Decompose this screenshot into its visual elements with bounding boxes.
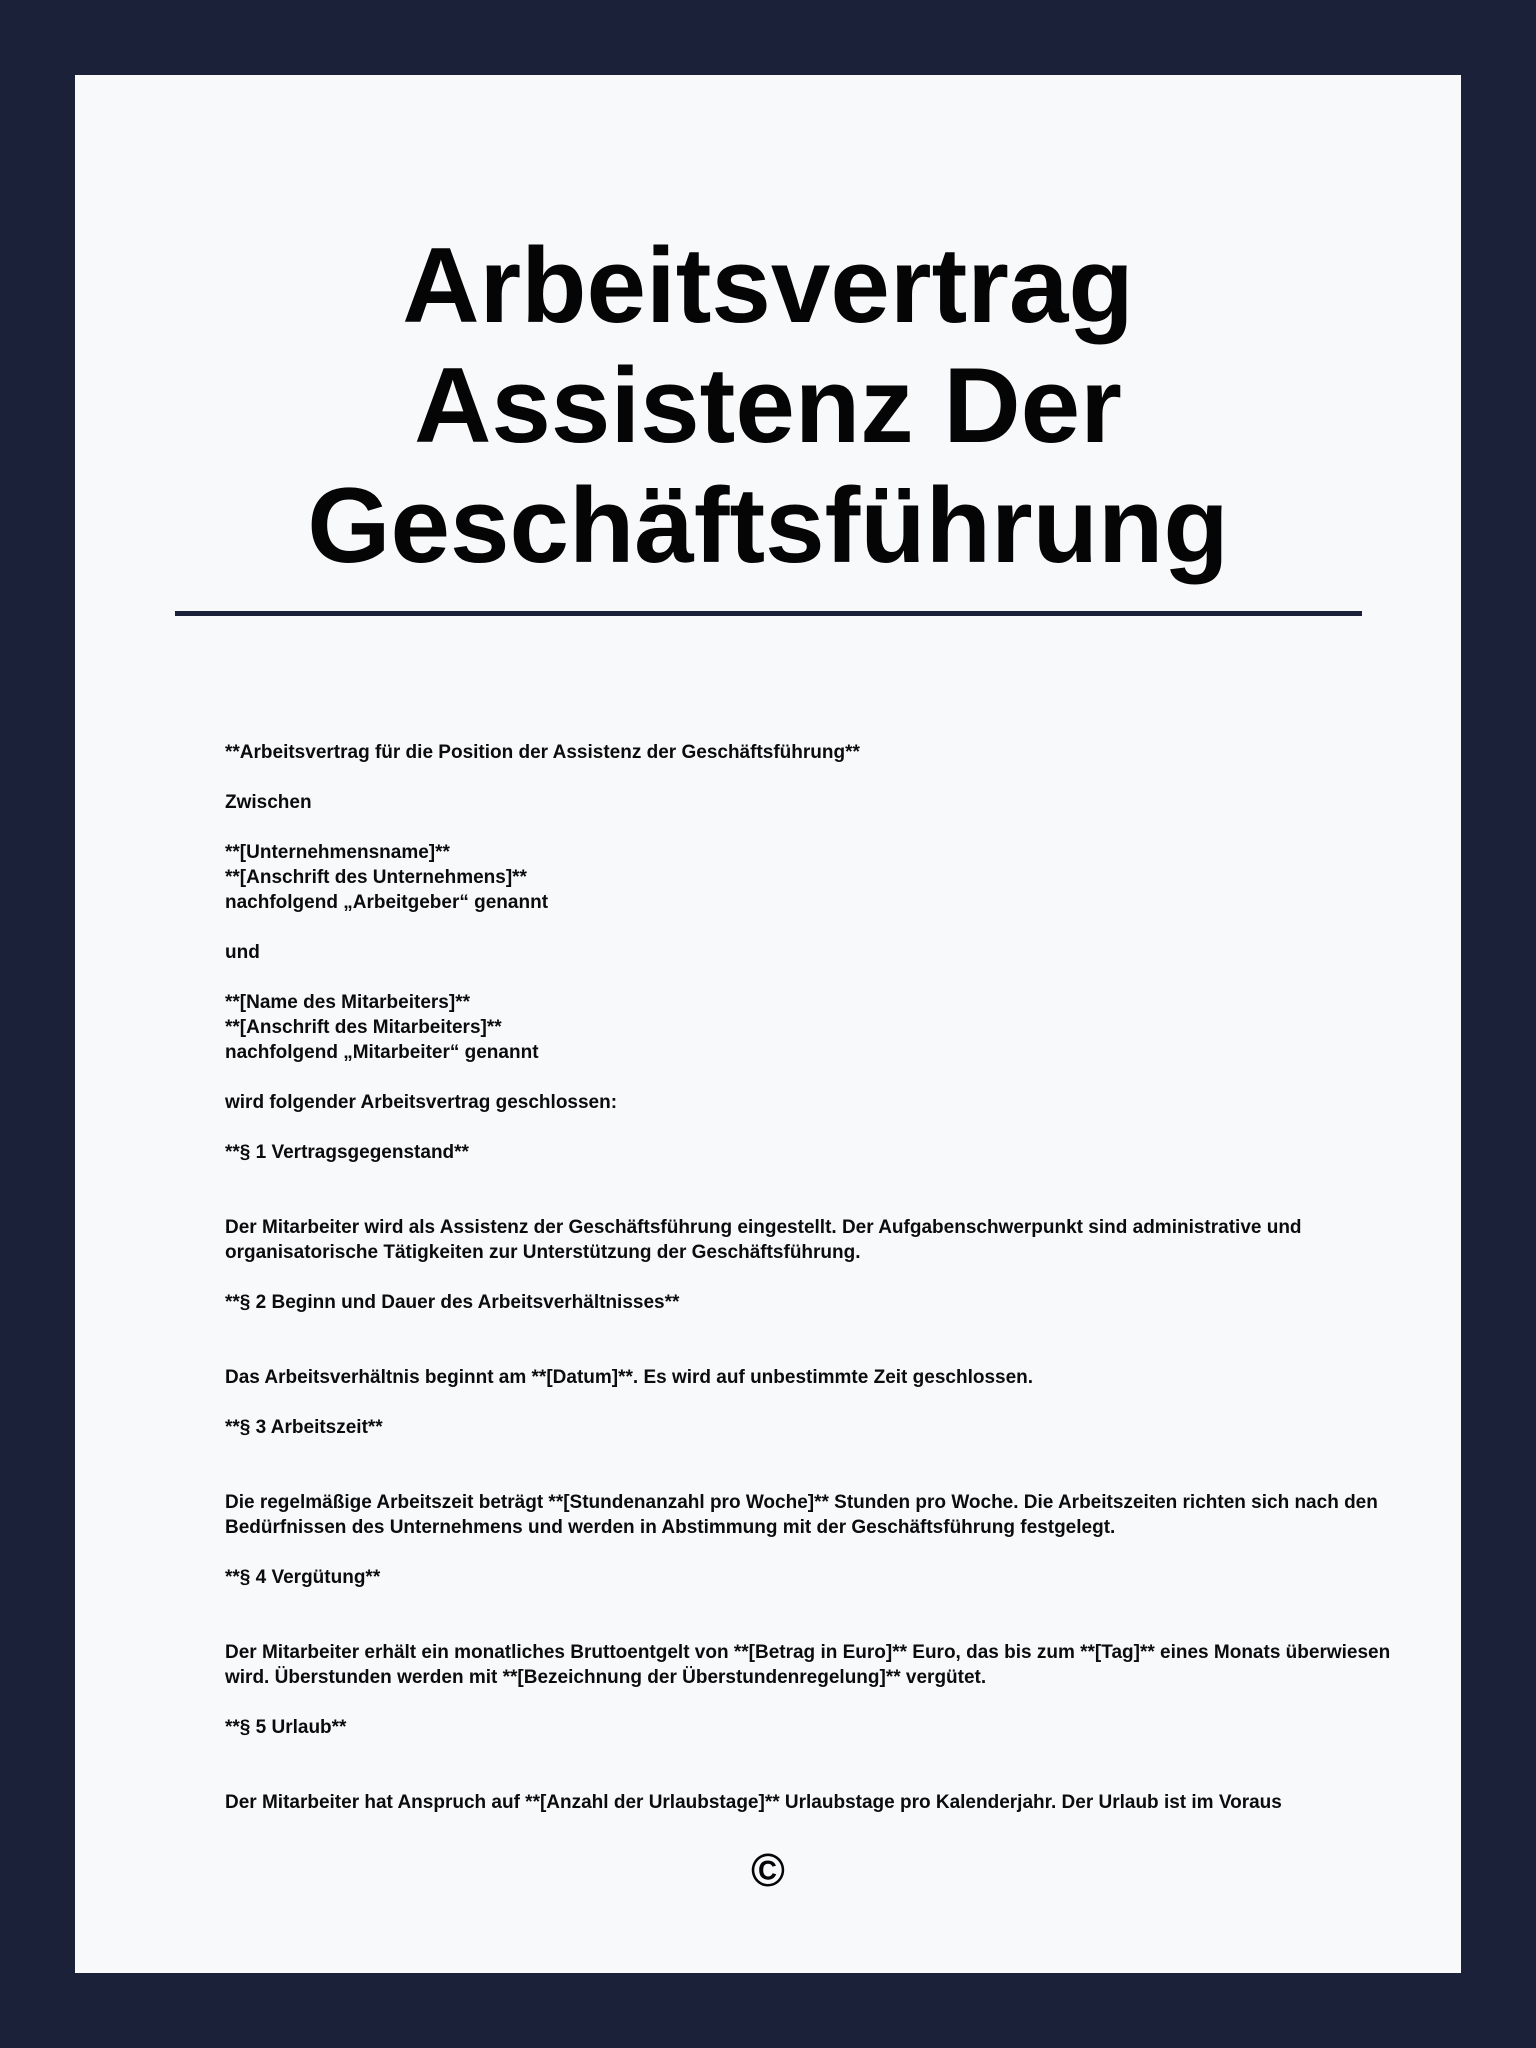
paragraph-gap <box>225 1115 1435 1140</box>
paragraph-gap <box>225 765 1435 790</box>
document-page <box>75 75 1461 1973</box>
paragraph-gap <box>225 1265 1435 1290</box>
employer-block: **[Unternehmensname]** **[Anschrift des Unternehmens]** nachfolgend „Arbeitgeber“ genannt <box>225 842 549 913</box>
section-heading-3: **§ 3 Arbeitszeit** <box>225 1417 383 1438</box>
section-heading-2: **§ 2 Beginn und Dauer des Arbeitsverhältnisses** <box>225 1292 680 1313</box>
paragraph-gap <box>225 1690 1435 1715</box>
section-gap <box>225 1590 1435 1640</box>
intro-sentence: wird folgender Arbeitsvertrag geschlossen: <box>225 1092 618 1113</box>
section-text-5: Der Mitarbeiter hat Anspruch auf **[Anzahl der Urlaubstage]** Urlaubstage pro Kalenderjahr. Der Urlaub ist im Voraus <box>225 1792 1282 1813</box>
document-body <box>225 740 1435 1815</box>
section-heading-4: **§ 4 Vergütung** <box>225 1567 381 1588</box>
section-gap <box>225 1440 1435 1490</box>
section-text-1: Der Mitarbeiter wird als Assistenz der Geschäftsführung eingestellt. Der Aufgabenschwerpunkt sind administrative und organisatorische Tätigkeiten zur Unterstützung der Geschäftsführung. <box>225 1217 1302 1263</box>
section-heading-1: **§ 1 Vertragsgegenstand** <box>225 1142 469 1163</box>
section-gap <box>225 1165 1435 1215</box>
and-label: und <box>225 942 260 963</box>
section-gap <box>225 1740 1435 1790</box>
contract-heading: **Arbeitsvertrag für die Position der Assistenz der Geschäftsführung** <box>225 742 860 763</box>
section-gap <box>225 1315 1435 1365</box>
section-text-4: Der Mitarbeiter erhält ein monatliches Bruttoentgelt von **[Betrag in Euro]** Euro, das bis zum **[Tag]** eines Monats überwiesen wird. Überstunden werden mit **[Bezeichnung der Überstundenregelung]** vergütet. <box>225 1642 1391 1688</box>
title-divider <box>175 611 1362 616</box>
paragraph-gap <box>225 1065 1435 1090</box>
document-title: Arbeitsvertrag Assistenz Der Geschäftsführung <box>307 225 1229 585</box>
paragraph-gap <box>225 1390 1435 1415</box>
paragraph-gap <box>225 915 1435 940</box>
section-heading-5: **§ 5 Urlaub** <box>225 1717 347 1738</box>
paragraph-gap <box>225 815 1435 840</box>
section-text-3: Die regelmäßige Arbeitszeit beträgt **[Stundenanzahl pro Woche]** Stunden pro Woche. Die Arbeitszeiten richten sich nach den Bedürfnissen des Unternehmens und werden in Abstimmung mit der Geschäftsführung festgelegt. <box>225 1492 1378 1538</box>
paragraph-gap <box>225 965 1435 990</box>
section-text-2: Das Arbeitsverhältnis beginnt am **[Datum]**. Es wird auf unbestimmte Zeit geschlossen. <box>225 1367 1034 1388</box>
paragraph-gap <box>225 1540 1435 1565</box>
between-label: Zwischen <box>225 792 312 813</box>
employee-block: **[Name des Mitarbeiters]** **[Anschrift des Mitarbeiters]** nachfolgend „Mitarbeiter“ genannt <box>225 992 539 1063</box>
copyright-symbol: © <box>751 1844 785 1896</box>
